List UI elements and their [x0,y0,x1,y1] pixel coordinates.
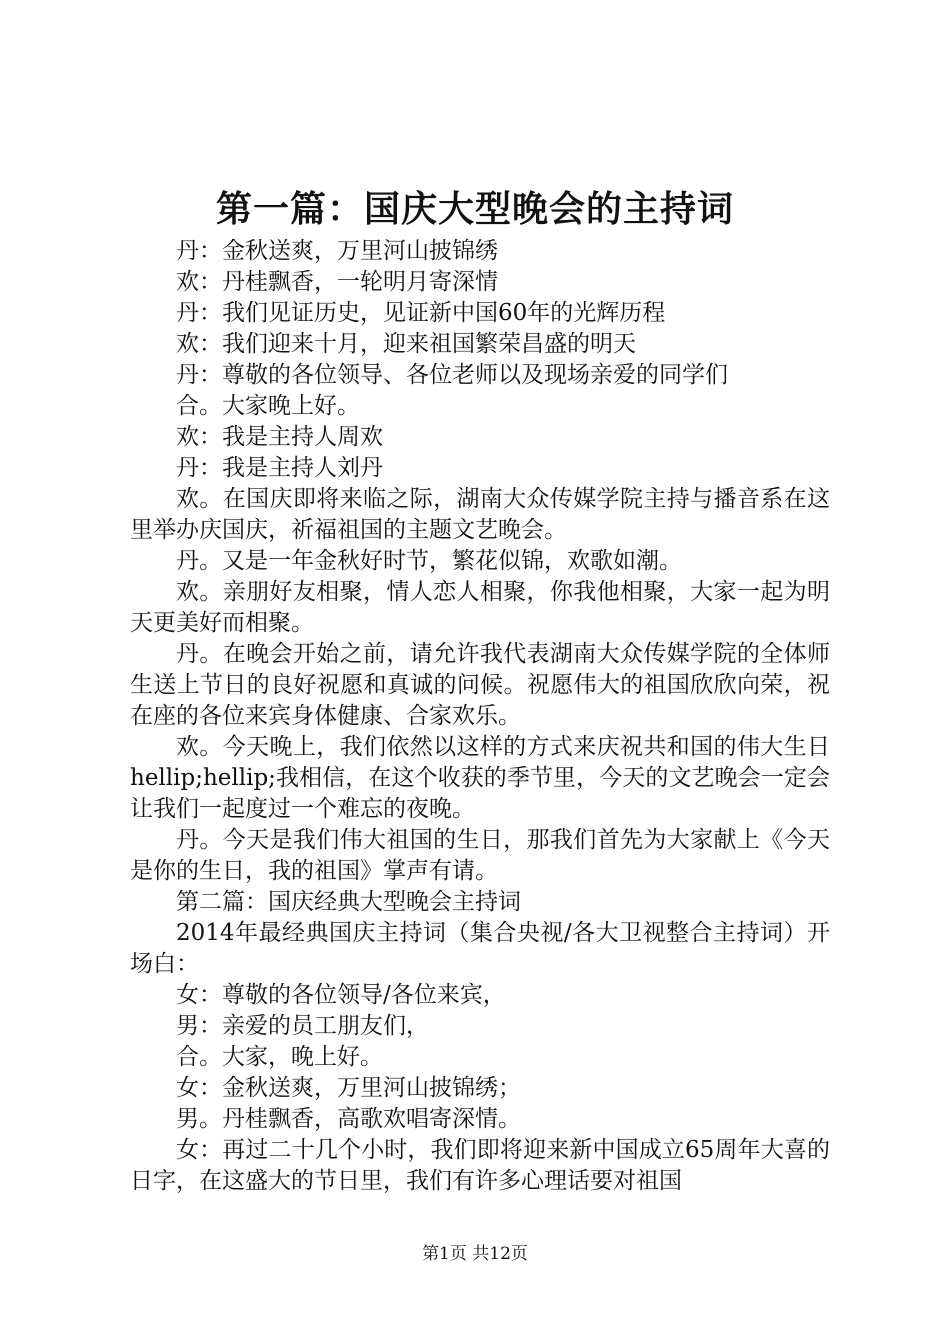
paragraph: 欢。今天晚上，我们依然以这样的方式来庆祝共和国的伟大生日hellip;hellip;我相信，在这个收获的季节里，今天的文艺晚会一定会让我们一起度过一个难忘的夜晚。 [130,734,830,822]
paragraph: 合。大家晚上好。 [176,393,360,419]
paragraph: 丹。在晚会开始之前，请允许我代表湖南大众传媒学院的全体师生送上节日的良好祝愿和真诚的问候。祝愿伟大的祖国欣欣向荣，祝在座的各位来宾身体健康、合家欢乐。 [130,641,830,729]
paragraph: 欢：我是主持人周欢 [176,424,383,450]
paragraph: 丹。今天是我们伟大祖国的生日，那我们首先为大家献上《今天是你的生日，我的祖国》掌声有请。 [130,827,830,884]
paragraph: 欢。亲朋好友相聚，情人恋人相聚，你我他相聚，大家一起为明天更美好而相聚。 [130,579,830,636]
paragraph: 欢。在国庆即将来临之际，湖南大众传媒学院主持与播音系在这里举办庆国庆，祈福祖国的主题文艺晚会。 [130,486,830,543]
paragraph: 丹：我是主持人刘丹 [176,455,383,481]
paragraph: 丹。又是一年金秋好时节，繁花似锦，欢歌如潮。 [176,548,682,574]
page-number: 第1页 共12页 [422,1244,528,1264]
paragraph: 欢：我们迎来十月，迎来祖国繁荣昌盛的明天 [176,331,636,357]
document-title: 第一篇：国庆大型晚会的主持词 [215,188,734,230]
paragraph: 女：金秋送爽，万里河山披锦绣； [176,1075,521,1101]
paragraph: 2014年最经典国庆主持词（集合央视/各大卫视整合主持词）开场白： [130,920,830,977]
paragraph: 欢：丹桂飘香，一轮明月寄深情 [176,269,498,295]
paragraph: 女：再过二十几个小时，我们即将迎来新中国成立65周年大喜的日字，在这盛大的节日里，我们有许多心理话要对祖国 [130,1137,830,1194]
paragraph: 男：亲爱的员工朋友们， [176,1013,429,1039]
paragraph: 丹：我们见证历史，见证新中国60年的光辉历程 [176,300,666,326]
paragraph: 男。丹桂飘香，高歌欢唱寄深情。 [176,1106,521,1132]
paragraph: 丹：金秋送爽，万里河山披锦绣 [176,238,498,264]
paragraph: 合。大家，晚上好。 [176,1044,383,1070]
paragraph: 女：尊敬的各位领导/各位来宾， [176,982,506,1008]
document-body [130,236,830,1197]
paragraph: 丹：尊敬的各位领导、各位老师以及现场亲爱的同学们 [176,362,728,388]
section-heading: 第二篇：国庆经典大型晚会主持词 [176,889,521,915]
